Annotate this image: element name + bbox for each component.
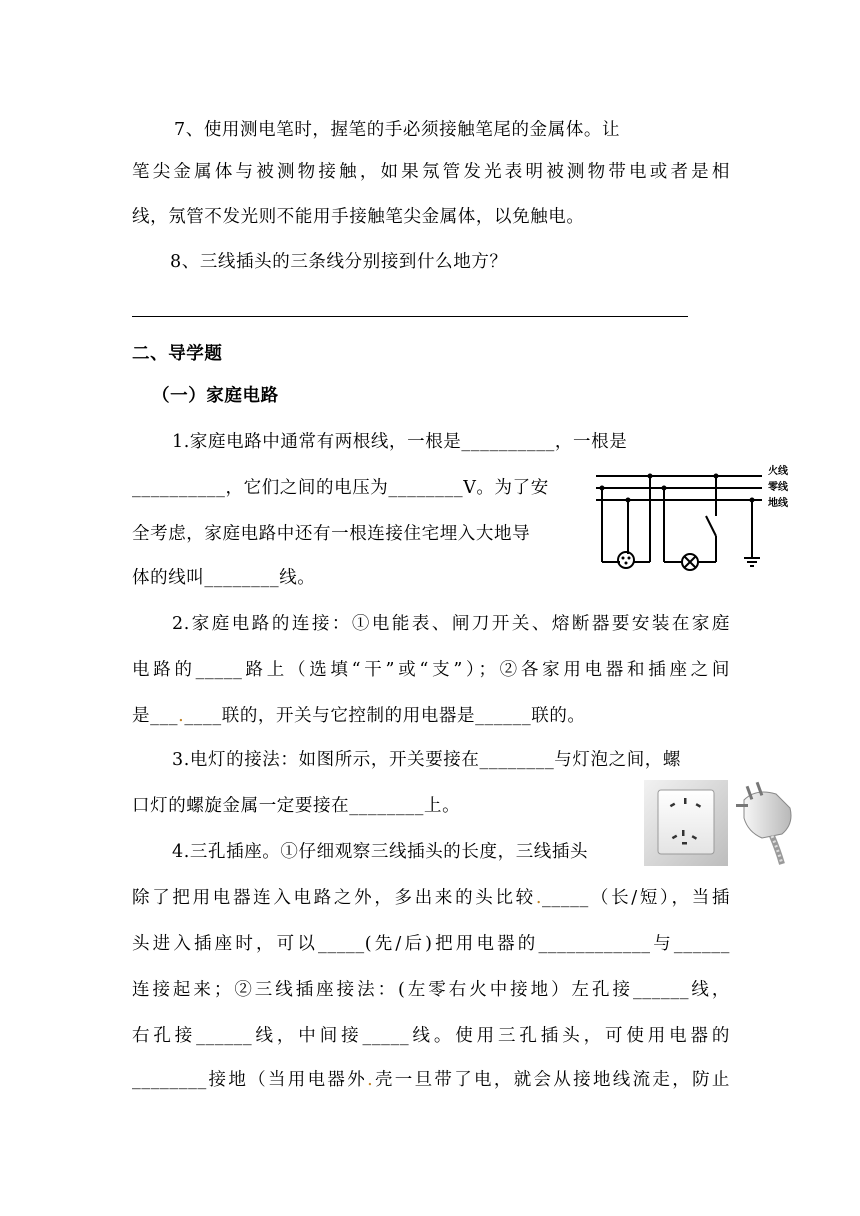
question-1-line-3: 全考虑，家庭电路中还有一根连接住宅埋入大地导 bbox=[132, 524, 531, 544]
ground-wire-label: 地线 bbox=[768, 498, 788, 509]
stray-mark: . bbox=[367, 1070, 374, 1090]
question-4-line-2 bbox=[132, 886, 730, 910]
question-4-text-a: 除了把用电器连入电路之外，多出来的头比较 bbox=[132, 888, 536, 908]
paragraph-7-line-2: 笔尖金属体与被测物接触，如果氖管发光表明被测物带电或者是相 bbox=[132, 162, 730, 182]
question-2-text-a: 是___ bbox=[132, 706, 179, 726]
paragraph-8: 8、三线插头的三条线分别接到什么地方？ bbox=[170, 252, 508, 272]
question-4-line-6 bbox=[132, 1068, 730, 1092]
question-3-line-2: 口灯的螺旋金属一定要接在________上。 bbox=[132, 796, 461, 816]
question-4-text-c: ________接地（当用电器外 bbox=[132, 1070, 368, 1090]
stray-mark: . bbox=[178, 706, 185, 726]
question-1-line-1: 1.家庭电路中通常有两根线，一根是__________，一根是 bbox=[172, 432, 628, 452]
question-4-line-5: 右孔接______线，中间接_____线。使用三孔插头，可使用电器的 bbox=[132, 1026, 730, 1046]
paragraph-7-line-3: 线，氖管不发光则不能用手接触笔尖金属体，以免触电。 bbox=[132, 207, 585, 227]
question-4-text-d: 壳一旦带了电，就会从接地线流走，防止 bbox=[373, 1070, 730, 1090]
question-1-line-2: __________，它们之间的电压为________V。为了安 bbox=[132, 478, 549, 498]
section-heading: 二、导学题 bbox=[132, 344, 223, 364]
question-2-line-1: 2.家庭电路的连接：①电能表、闸刀开关、熔断器要安装在家庭 bbox=[172, 614, 730, 634]
question-3-line-1: 3.电灯的接法：如图所示，开关要接在________与灯泡之间，螺 bbox=[172, 750, 681, 770]
question-2-line-2: 电路的_____路上（选填“干”或“支”）；②各家用电器和插座之间 bbox=[132, 660, 730, 680]
household-circuit-diagram bbox=[592, 462, 804, 574]
question-1-line-4: 体的线叫________线。 bbox=[132, 568, 316, 588]
question-2-text-b: ____联的，开关与它控制的用电器是______联的。 bbox=[184, 706, 586, 726]
stray-mark: . bbox=[535, 888, 543, 908]
socket-and-plug-image bbox=[644, 780, 804, 870]
question-4-line-3: 头进入插座时，可以_____(先/后)把用电器的____________与______ bbox=[132, 934, 730, 954]
question-4-line-4: 连接起来；②三线插座接法：(左零右火中接地）左孔接______线， bbox=[132, 980, 730, 1000]
paragraph-7-line-1: 7、使用测电笔时，握笔的手必须接触笔尾的金属体。让 bbox=[174, 120, 621, 140]
question-2-line-3 bbox=[132, 704, 586, 728]
question-4-text-b: _____（长/短），当插 bbox=[542, 888, 730, 908]
live-wire-label: 火线 bbox=[768, 466, 788, 477]
answer-line bbox=[132, 316, 688, 317]
subsection-heading: （一）家庭电路 bbox=[152, 386, 279, 406]
neutral-wire-label: 零线 bbox=[768, 482, 788, 493]
question-4-line-1: 4.三孔插座。①仔细观察三线插头的长度，三线插头 bbox=[172, 842, 589, 862]
